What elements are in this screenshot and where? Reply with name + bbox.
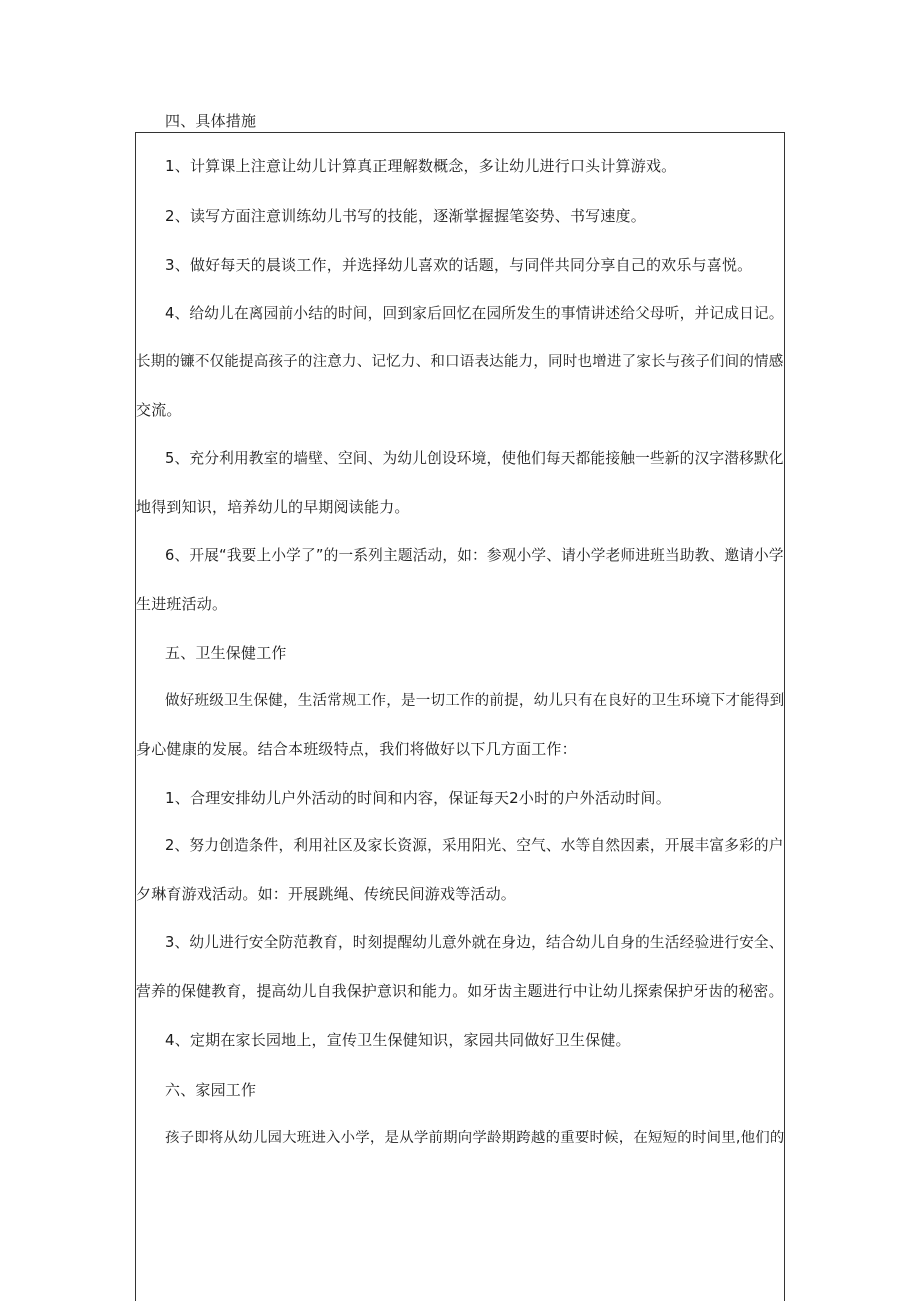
- section-5-intro-continued: 身心健康的发展。结合本班级特点，我们将做好以下几方面工作：: [136, 740, 577, 758]
- section-4-item-6-continued: 生进班活动。: [136, 595, 228, 613]
- section-5-item-4: 4、定期在家长园地上，宣传卫生保健知识，家园共同做好卫生保健。: [165, 1031, 631, 1049]
- section-5-item-1: 1、合理安排幼儿户外活动的时间和内容，保证每天2小时的户外活动时间。: [165, 789, 671, 807]
- section-4-item-4-continued-2: 交流。: [136, 401, 182, 419]
- section-6-heading: 六、家园工作: [165, 1081, 257, 1099]
- section-5-item-3-continued: 营养的保健教育，提高幼儿自我保护意识和能力。如牙齿主题进行中让幼儿探索保护牙齿的秘密。: [136, 982, 784, 1000]
- section-4-item-4: 4、给幼儿在离园前小结的时间，回到家后回忆在园所发生的事情讲述给父母听，并记成日记。: [165, 305, 784, 322]
- section-4-item-6: 6、开展“我要上小学了”的一系列主题活动，如：参观小学、请小学老师进班当助教、邀请小学: [165, 547, 784, 564]
- section-5-intro: 做好班级卫生保健，生活常规工作，是一切工作的前提，幼儿只有在良好的卫生环境下才能得到: [165, 692, 785, 709]
- section-4-item-5: 5、充分利用教室的墙壁、空间、为幼儿创设环境，使他们每天都能接触一些新的汉字潜移默化: [165, 450, 784, 467]
- section-5-heading: 五、卫生保健工作: [165, 644, 287, 662]
- section-4-item-5-continued: 地得到知识，培养幼儿的早期阅读能力。: [136, 498, 410, 516]
- section-5-item-3: 3、幼儿进行安全防范教育，时刻提醒幼儿意外就在身边，结合幼儿自身的生活经验进行安全、: [165, 934, 784, 951]
- section-4-heading: 四、具体措施: [165, 112, 257, 130]
- section-4-item-3: 3、做好每天的晨谈工作，并选择幼儿喜欢的话题，与同伴共同分享自己的欢乐与喜悦。: [165, 256, 753, 274]
- section-4-item-2: 2、读写方面注意训练幼儿书写的技能，逐渐掌握握笔姿势、书写速度。: [165, 207, 646, 225]
- section-5-item-2-continued: 夕琳育游戏活动。如：开展跳绳、传统民间游戏等活动。: [136, 885, 517, 903]
- section-5-item-2: 2、努力创造条件，利用社区及家长资源，采用阳光、空气、水等自然因素，开展丰富多彩的户: [165, 837, 784, 854]
- section-4-item-4-continued: 长期的镰不仅能提高孩子的注意力、记忆力、和口语表达能力，同时也增进了家长与孩子们间的情感: [136, 354, 784, 370]
- section-4-item-1: 1、计算课上注意让幼儿计算真正理解数概念，多让幼儿进行口头计算游戏。: [165, 157, 677, 175]
- section-6-intro: 孩子即将从幼儿园大班进入小学，是从学前期向学龄期跨越的重要时候，在短短的时间里,他们的: [165, 1130, 785, 1146]
